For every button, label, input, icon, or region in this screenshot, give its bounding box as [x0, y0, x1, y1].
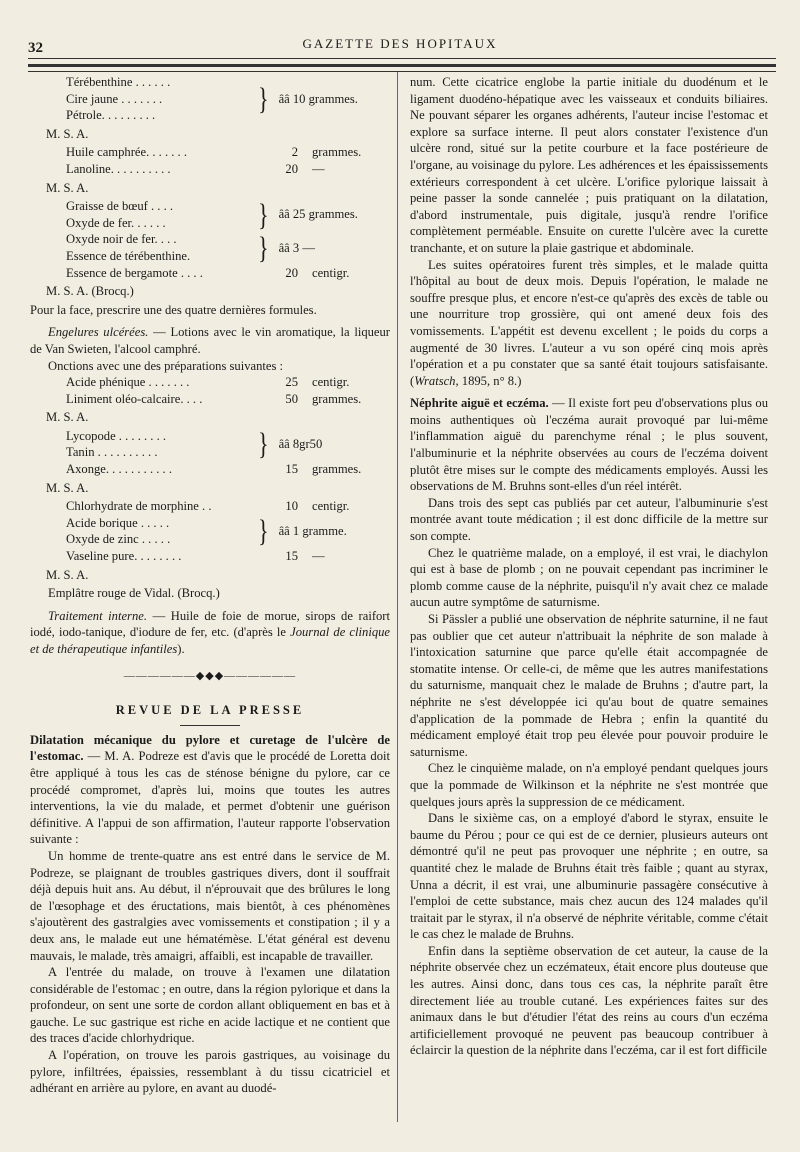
prescription-line	[30, 391, 390, 408]
article-paragraph: Dilatation mécanique du pylore et curetage de l'ulcère de l'estomac. — M. A. Podreze est d'avis que le procédé de Loretta doit être appliqué à tous les cas de sténose bénigne du pylore, car ce procédé compromet, d'après lui, moins que toutes les autres interventions, la vie du malade, et permet d'obtenir une guérison définitive. A l'appui de son affirmation, l'auteur rapporte l'observation suivante :	[30, 732, 390, 847]
unit: —	[312, 161, 325, 176]
ingredient: Axonge. . . . . . . . . . .	[66, 462, 172, 477]
prescription-line	[30, 374, 390, 391]
quantity: 20	[285, 161, 298, 176]
paragraph: Pour la face, prescrire une des quatre dernières formules.	[30, 302, 317, 317]
article-paragraph: Si Pässler a publié une observation de néphrite saturnine, il ne faut pas oublier que cet auteur n'attribuait la néphrite de son malade à l'intoxication saturnine que parce qu'elle était accompagnée de stomatite intense. Or celle-ci, de même que les autres manifestations du saturnisme, manquait chez le malade de Bruhns ; d'autre part, la néphrite ne s'est développée ici qu'au bout de quatre semaines d'application de la pommade de Hebra ; enfin la quantité du médicament employé était trop peu élevée pour pouvoir produire le saturnisme.	[410, 612, 768, 759]
ingredient: Lanoline. . . . . . . . . .	[66, 161, 171, 176]
ingredient: Acide phénique . . . . . . .	[66, 375, 190, 390]
ingredient: Pétrole. . . . . . . . .	[66, 108, 156, 123]
paragraph: Engelures ulcérées. — Lotions avec le vin aromatique, la liqueur de Van Swieten, l'alcool camphré.	[30, 325, 390, 356]
unit: centigr.	[312, 375, 350, 390]
article-paragraph: Les suites opératoires furent très simples, et le malade quitta l'hôpital au bout de deux mois. Depuis l'opération, le malade ne souffre presque plus, et encore n'est-ce qu'après des excès de table ou une nourriture trop grossière, qui ont amené deux fois des vomissements. L'appétit est devenu excellent ; le poids du corps a augmenté de 30 livres. L'auteur a vu son opéré cinq mois après l'opération et a pu constater que sa santé était toujours satisfaisante. (Wratsch, 1895, n° 8.)	[410, 257, 768, 388]
ingredient: Huile camphrée. . . . . . .	[66, 145, 187, 160]
formula-note: M. S. A. (Brocq.)	[46, 284, 134, 299]
right-column	[410, 74, 768, 1059]
article-paragraph: A l'opération, on trouve les parois gastriques, au voisinage du pylore, infiltrées, épaissies, ressemblant à du tissu cicatriciel et adhérant en arrière au pylore, en avant au duodé-	[30, 1048, 390, 1096]
formula-note: M. S. A.	[46, 480, 89, 495]
ingredient: Oxyde de fer. . . . . .	[66, 215, 166, 230]
article-title: Dilatation mécanique du pylore et curetage de l'ulcère de l'estomac.	[30, 732, 390, 764]
unit: grammes.	[312, 462, 362, 477]
ingredient: Lycopode . . . . . . . .	[66, 428, 167, 443]
header-rule	[28, 58, 776, 59]
ingredient: Vaseline pure. . . . . . . .	[66, 549, 182, 564]
quantity: 10	[285, 499, 298, 514]
paragraph: Traitement interne. — Huile de foie de morue, sirops de raifort iodé, iodo-tanique, d'iodure de fer, etc. (d'après le Journal de clinique et de thérapeutique infantiles).	[30, 608, 391, 656]
brace: }	[258, 513, 269, 549]
ingredient: Acide borique . . . . .	[66, 515, 170, 530]
ornament-rule: ——————◆◆◆——————	[123, 669, 297, 682]
dose: ââ 25 grammes.	[278, 207, 358, 222]
unit: grammes.	[312, 145, 362, 160]
prescription-line	[30, 265, 390, 282]
ingredient: Oxyde noir de fer. . . .	[66, 232, 177, 247]
ingredient: Chlorhydrate de morphine . .	[66, 499, 212, 514]
prescription-line	[30, 548, 390, 565]
quantity: 50	[285, 391, 298, 406]
dose: ââ 3 —	[278, 240, 315, 255]
unit: centigr.	[312, 265, 350, 280]
article-paragraph: Enfin dans la septième observation de cet auteur, la cause de la néphrite observée chez un eczémateux, était encore plus douteuse que les autres. Ainsi donc, dans tous ces cas, la néphrite paraît être directement liée au trouble cutané. Les expériences faites sur des animaux dans le but d'étudier l'état des reins au cours d'un eczéma artificiellement provoqué ne peuvent pas beaucoup contribuer à éclaircir la question de la néphrite dans l'eczéma, car il est fort difficile	[410, 943, 768, 1058]
ingredient: Tanin . . . . . . . . . .	[66, 445, 158, 460]
ingredient: Graisse de bœuf . . . .	[66, 199, 174, 214]
ingredient: Oxyde de zinc . . . . .	[66, 532, 171, 547]
prescription-line	[30, 161, 390, 178]
quantity: 20	[285, 265, 298, 280]
brace: }	[258, 229, 269, 265]
prescription-group	[30, 231, 390, 264]
dose: ââ 10 grammes.	[278, 91, 358, 106]
quantity: 15	[285, 462, 298, 477]
quantity: 15	[285, 549, 298, 564]
article-paragraph: Un homme de trente-quatre ans est entré dans le service de M. Podreze, se plaignant de troubles gastriques divers, dont il souffrait déjà depuis huit ans. Au début, il n'éprouvait que des brûlures le long de l'œsophage et des éructations, mais bientôt, à ces phénomènes s'ajoutèrent des gastralgies avec vomissements et constipation ; il y a deux ans, le malade eut une hématémèse. L'état général est devenu mauvais, le malade, très amaigri, affaibli, est incapable de travailler.	[30, 848, 390, 963]
formula-note: M. S. A.	[46, 567, 89, 582]
quantity: 25	[285, 375, 298, 390]
ingredient: Liniment oléo-calcaire. . . .	[66, 391, 203, 406]
unit: grammes.	[312, 391, 362, 406]
unit: centigr.	[312, 499, 350, 514]
header-rule-thick	[28, 64, 776, 67]
article-title: Néphrite aiguë et eczéma.	[410, 396, 549, 411]
prescription-group	[30, 198, 390, 231]
quantity: 2	[291, 145, 298, 160]
prescription-group	[30, 428, 390, 461]
short-rule	[180, 725, 240, 726]
prescription-group	[30, 74, 390, 124]
running-title: GAZETTE DES HOPITAUX	[302, 36, 498, 51]
brace: }	[258, 80, 269, 116]
left-column	[30, 74, 390, 1097]
dose: ââ 1 gramme.	[278, 524, 347, 539]
article-paragraph: Néphrite aiguë et eczéma. — Il existe fort peu d'observations plus ou moins authentiques où l'eczéma aurait provoqué par lui-même l'inflammation aiguë du parenchyme rénal ; le plus souvent, l'albuminurie et la néphrite observées au cours de l'eczéma doivent plutôt être mises sur le compte des médicaments employés. Aussi les observations de M. Bruhns sont-elles d'un réel intérêt.	[410, 396, 769, 494]
header-rule-bottom	[28, 71, 776, 72]
brace: }	[258, 426, 269, 462]
paragraph-title: Traitement interne.	[48, 608, 147, 623]
formula-note: M. S. A.	[46, 126, 89, 141]
article-paragraph: Chez le quatrième malade, on a employé, il est vrai, le diachylon qui est à base de plomb ; on ne pouvait cependant pas incriminer le plomb comme cause de la néphrite, puisqu'il n'y avait chez ce malade aucun autre symptôme de saturnisme.	[410, 545, 768, 610]
article-paragraph: Dans trois des sept cas publiés par cet auteur, l'albuminurie s'est montrée avant toute médication ; il est donc difficile de la mettre sur son compte.	[410, 495, 768, 544]
formula-note: M. S. A.	[46, 410, 89, 425]
paragraph: Onctions avec une des préparations suivantes :	[48, 358, 284, 373]
paragraph-title: Engelures ulcérées.	[48, 325, 149, 340]
unit: —	[312, 549, 325, 564]
paragraph: Emplâtre rouge de Vidal. (Brocq.)	[48, 586, 220, 601]
ingredient: Essence de bergamote . . . .	[66, 265, 203, 280]
column-divider	[397, 72, 398, 1122]
article-paragraph: A l'entrée du malade, on trouve à l'examen une dilatation considérable de l'estomac ; en outre, dans la région pylorique et dans la profondeur, on sent une sorte de cordon allant obliquement en bas et à gauche. Le suc gastrique est riche en acide lactique et ne contient que des traces d'acide chlorhydrique.	[30, 965, 390, 1046]
brace: }	[258, 196, 269, 232]
source-title: Wratsch	[414, 373, 456, 388]
journal-title: Journal de clinique et de thérapeutique infantiles	[30, 625, 391, 656]
prescription-line	[30, 498, 390, 515]
ingredient: Cire jaune . . . . . . .	[66, 91, 163, 106]
prescription-group	[30, 515, 390, 548]
page-number: 32	[28, 40, 43, 56]
article-paragraph: Chez le cinquième malade, on n'a employé pendant quelques jours que la pommade de Wilkinson et la néphrite ne s'est montrée que quelques jours après la suppression de ce médicament.	[410, 761, 768, 809]
prescription-line	[30, 144, 390, 161]
ingredient: Térébenthine . . . . . .	[66, 75, 171, 89]
section-heading: REVUE DE LA PRESSE	[115, 703, 305, 718]
prescription-line	[30, 461, 390, 478]
formula-note: M. S. A.	[46, 180, 89, 195]
article-paragraph: num. Cette cicatrice englobe la partie initiale du duodénum et le ligament duodéno-hépatique avec les vaisseaux et conduits biliaires. Ne pouvant séparer les organes adhérents, l'auteur incise l'estomac et explore sa surface interne. Il peut alors constater l'existence d'un ulcère rond, situé sur la petite courbure et la face postérieure de l'organe, au voisinage du pylore. Les adhérences et les épaississements extérieurs correspondent à cet ulcère. L'orifice pylorique laissait à peine passer la sonde cannelée ; puis pratiquant on la dilatation, d'abord instrumentale, puis digitale, jusqu'à rendre l'orifice complètement perméable. Ensuite on curette l'ulcère avec la curette tranchante, et on suture la plaie gastrique et abdominale.	[410, 75, 768, 255]
article-paragraph: Dans le sixième cas, on a employé d'abord le styrax, ensuite le baume du Pérou ; pour ce qui est de ce dernier, plusieurs auteurs ont démontré qu'il ne peut pas provoquer une néphrite ; en outre, sa quantité chez le malade de Bruhns était très faible ; quant au styrax, Unna a décrit, il est vrai, une albuminurie passagère consécutive à l'emploi de cette substance, mais chez aucun des 124 malades qu'il traitait par le styrax, il n'a observé de néphrite véritable, comme c'était le cas chez le malade de Bruhns.	[410, 811, 768, 942]
dose: ââ 8gr50	[278, 437, 323, 452]
ingredient: Essence de térébenthine.	[66, 248, 191, 263]
